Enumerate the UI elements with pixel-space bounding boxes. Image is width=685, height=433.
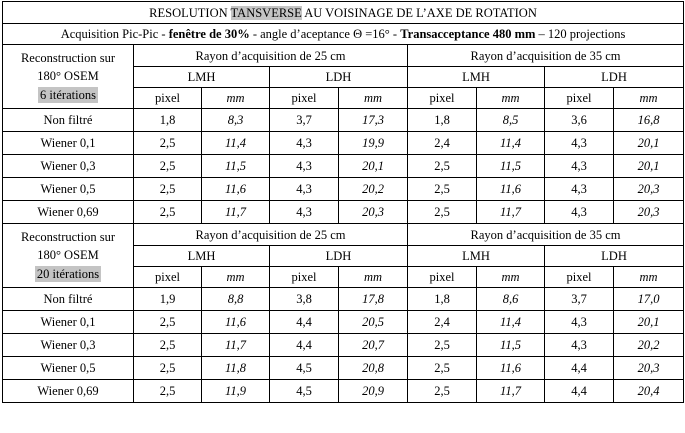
value-mm: 20,1	[614, 155, 684, 178]
value-mm: 11,6	[202, 178, 270, 201]
value-pixel: 2,4	[408, 132, 477, 155]
rayon-35-header: Rayon d’acquisition de 35 cm	[408, 45, 684, 67]
unit-mm-header: mm	[339, 267, 408, 288]
value-mm: 17,8	[339, 288, 408, 311]
filter-label: Wiener 0,1	[3, 132, 134, 155]
unit-mm-header: mm	[614, 267, 684, 288]
value-pixel: 3,6	[545, 109, 614, 132]
filter-label: Wiener 0,5	[3, 357, 134, 380]
value-pixel: 4,3	[270, 155, 339, 178]
subtitle-transacceptance: Transacceptance 480 mm	[400, 27, 536, 41]
value-mm: 20,2	[339, 178, 408, 201]
lmh-header: LMH	[408, 246, 545, 267]
value-mm: 11,7	[202, 201, 270, 224]
lmh-header: LMH	[408, 67, 545, 88]
unit-mm-header: mm	[202, 267, 270, 288]
value-mm: 11,8	[202, 357, 270, 380]
subtitle-part1: Acquisition Pic-Pic -	[60, 27, 169, 41]
unit-mm-header: mm	[202, 88, 270, 109]
value-mm: 11,5	[477, 334, 545, 357]
value-mm: 11,5	[202, 155, 270, 178]
rayon-35-header: Rayon d’acquisition de 35 cm	[408, 224, 684, 246]
value-pixel: 2,5	[408, 334, 477, 357]
rayon-25-header: Rayon d’acquisition de 25 cm	[134, 45, 408, 67]
resolution-table-container	[2, 1, 683, 403]
value-mm: 20,4	[614, 380, 684, 403]
value-pixel: 4,4	[545, 380, 614, 403]
value-pixel: 2,5	[134, 357, 202, 380]
subtitle-part2: - angle d’aceptance Θ =16° -	[249, 27, 401, 41]
value-pixel: 2,5	[134, 178, 202, 201]
filter-label: Wiener 0,1	[3, 311, 134, 334]
value-pixel: 3,8	[270, 288, 339, 311]
filter-label: Wiener 0,5	[3, 178, 134, 201]
value-mm: 20,9	[339, 380, 408, 403]
value-pixel: 2,5	[134, 380, 202, 403]
value-pixel: 4,3	[545, 334, 614, 357]
value-pixel: 4,3	[545, 132, 614, 155]
unit-pixel-header: pixel	[545, 88, 614, 109]
title-highlight: TANSVERSE	[230, 5, 302, 20]
value-mm: 11,6	[477, 178, 545, 201]
value-mm: 8,5	[477, 109, 545, 132]
ldh-header: LDH	[545, 67, 684, 88]
table-row	[3, 201, 684, 224]
value-pixel: 4,3	[270, 132, 339, 155]
value-pixel: 4,3	[270, 201, 339, 224]
value-mm: 11,4	[477, 311, 545, 334]
reconstruction-label	[3, 45, 134, 109]
value-pixel: 4,5	[270, 357, 339, 380]
table-subtitle	[3, 24, 684, 45]
unit-pixel-header: pixel	[408, 88, 477, 109]
value-pixel: 4,4	[270, 334, 339, 357]
iterations-label: 20 itérations	[36, 266, 100, 281]
value-pixel: 1,8	[408, 109, 477, 132]
title-suffix: AU VOISINAGE DE L’AXE DE ROTATION	[301, 5, 537, 20]
resolution-table	[2, 1, 684, 403]
value-pixel: 3,7	[270, 109, 339, 132]
value-mm: 20,3	[339, 201, 408, 224]
value-mm: 8,3	[202, 109, 270, 132]
value-pixel: 4,3	[545, 311, 614, 334]
iterations-wrap	[3, 85, 133, 105]
table-title	[3, 2, 684, 24]
value-mm: 20,1	[614, 132, 684, 155]
unit-pixel-header: pixel	[134, 88, 202, 109]
value-pixel: 2,5	[134, 132, 202, 155]
value-mm: 20,1	[614, 311, 684, 334]
filter-label: Wiener 0,3	[3, 155, 134, 178]
value-pixel: 2,5	[134, 334, 202, 357]
value-pixel: 3,7	[545, 288, 614, 311]
value-pixel: 2,5	[134, 155, 202, 178]
filter-label: Wiener 0,69	[3, 201, 134, 224]
value-mm: 20,3	[614, 178, 684, 201]
value-mm: 8,6	[477, 288, 545, 311]
unit-pixel-header: pixel	[270, 88, 339, 109]
reconstruction-label	[3, 224, 134, 288]
value-pixel: 4,3	[545, 155, 614, 178]
value-pixel: 2,4	[408, 311, 477, 334]
value-mm: 20,1	[339, 155, 408, 178]
value-mm: 8,8	[202, 288, 270, 311]
value-mm: 19,9	[339, 132, 408, 155]
value-pixel: 1,8	[134, 109, 202, 132]
value-mm: 11,6	[202, 311, 270, 334]
unit-pixel-header: pixel	[545, 267, 614, 288]
table-row	[3, 155, 684, 178]
value-mm: 20,8	[339, 357, 408, 380]
value-pixel: 4,3	[545, 178, 614, 201]
reconstruction-label-line2: 180° OSEM	[37, 68, 99, 83]
unit-mm-header: mm	[477, 267, 545, 288]
table-row	[3, 334, 684, 357]
value-mm: 11,4	[202, 132, 270, 155]
rayon-25-header: Rayon d’acquisition de 25 cm	[134, 224, 408, 246]
table-row	[3, 178, 684, 201]
reconstruction-label-line2: 180° OSEM	[37, 247, 99, 262]
value-pixel: 2,5	[408, 155, 477, 178]
lmh-header: LMH	[134, 246, 270, 267]
value-mm: 11,6	[477, 357, 545, 380]
table-row	[3, 380, 684, 403]
value-pixel: 4,5	[270, 380, 339, 403]
value-pixel: 1,9	[134, 288, 202, 311]
value-pixel: 2,5	[408, 380, 477, 403]
table-row	[3, 311, 684, 334]
value-pixel: 2,5	[408, 357, 477, 380]
value-mm: 11,7	[477, 380, 545, 403]
filter-label: Non filtré	[3, 109, 134, 132]
value-mm: 20,3	[614, 357, 684, 380]
unit-mm-header: mm	[614, 88, 684, 109]
value-mm: 11,4	[477, 132, 545, 155]
filter-label: Non filtré	[3, 288, 134, 311]
reconstruction-label-line1: Reconstruction sur	[20, 50, 116, 65]
value-mm: 11,7	[477, 201, 545, 224]
unit-pixel-header: pixel	[270, 267, 339, 288]
value-pixel: 2,5	[408, 201, 477, 224]
value-pixel: 4,4	[270, 311, 339, 334]
unit-mm-header: mm	[477, 88, 545, 109]
title-prefix: RESOLUTION	[149, 5, 231, 20]
value-pixel: 4,3	[270, 178, 339, 201]
ldh-header: LDH	[270, 67, 408, 88]
unit-mm-header: mm	[339, 88, 408, 109]
ldh-header: LDH	[270, 246, 408, 267]
iterations-wrap	[3, 264, 133, 284]
value-pixel: 4,3	[545, 201, 614, 224]
value-mm: 20,2	[614, 334, 684, 357]
value-pixel: 1,8	[408, 288, 477, 311]
subtitle-window: fenêtre de 30%	[168, 27, 250, 41]
iterations-label: 6 itérations	[40, 87, 96, 102]
value-mm: 20,3	[614, 201, 684, 224]
value-mm: 11,7	[202, 334, 270, 357]
table-row	[3, 288, 684, 311]
value-mm: 17,3	[339, 109, 408, 132]
value-mm: 16,8	[614, 109, 684, 132]
value-pixel: 2,5	[408, 178, 477, 201]
ldh-header: LDH	[545, 246, 684, 267]
value-pixel: 2,5	[134, 201, 202, 224]
value-mm: 11,9	[202, 380, 270, 403]
unit-pixel-header: pixel	[134, 267, 202, 288]
table-row	[3, 132, 684, 155]
filter-label: Wiener 0,3	[3, 334, 134, 357]
reconstruction-label-line1: Reconstruction sur	[20, 229, 116, 244]
value-mm: 11,5	[477, 155, 545, 178]
value-mm: 20,7	[339, 334, 408, 357]
unit-pixel-header: pixel	[408, 267, 477, 288]
value-mm: 17,0	[614, 288, 684, 311]
value-pixel: 2,5	[134, 311, 202, 334]
table-row	[3, 109, 684, 132]
value-pixel: 4,4	[545, 357, 614, 380]
filter-label: Wiener 0,69	[3, 380, 134, 403]
table-row	[3, 357, 684, 380]
lmh-header: LMH	[134, 67, 270, 88]
subtitle-part3: – 120 projections	[535, 27, 626, 41]
value-mm: 20,5	[339, 311, 408, 334]
